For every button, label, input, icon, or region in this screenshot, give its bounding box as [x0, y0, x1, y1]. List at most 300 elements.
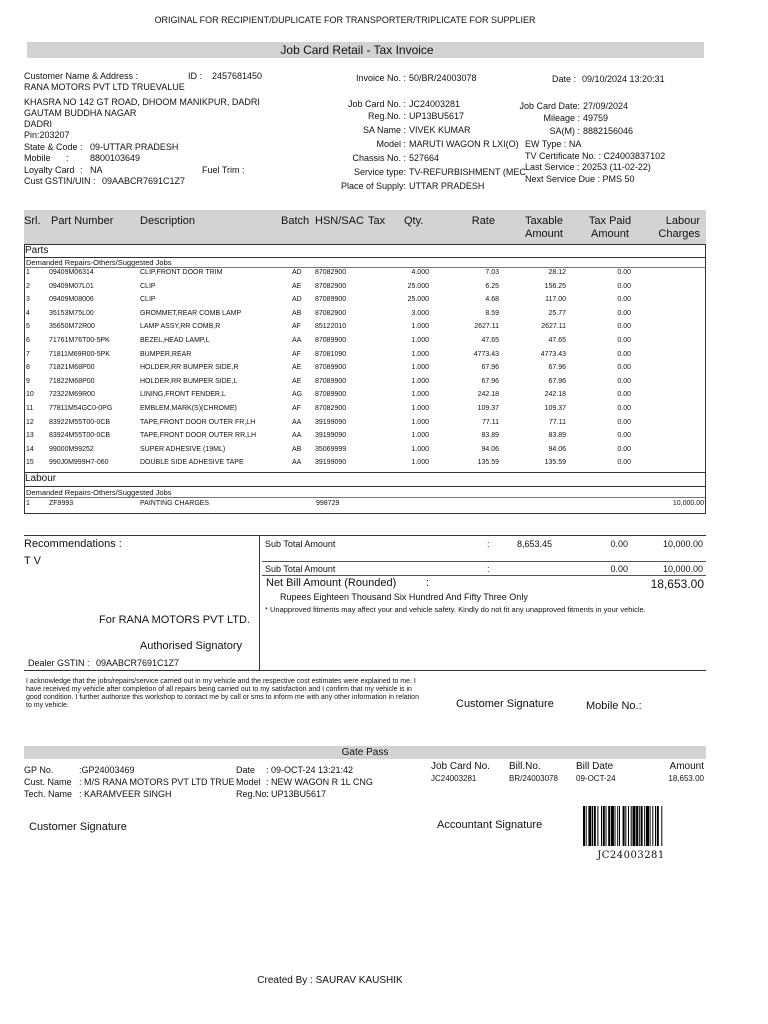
cell-hsn: 87089900 — [315, 337, 347, 344]
subtotal2-topline — [262, 561, 706, 562]
mobile-colon: : — [66, 153, 69, 163]
cell-hsn: 87082900 — [315, 282, 347, 290]
barcode-bar — [594, 806, 596, 846]
ack-line-3: good condition. I further authorize this workshop to contact me by call or sms to inform me with any other information in relation — [26, 694, 419, 701]
invoice-no: 50/BR/24003078 — [409, 73, 477, 83]
cell-desc: DOUBLE SIDE ADHESIVE TAPE — [140, 459, 244, 467]
cell-qty: 1.000 — [411, 418, 429, 426]
barcode-bar — [597, 806, 598, 846]
th-taxable-1: Taxable — [525, 215, 563, 227]
job-card-label: Job Card No. : — [347, 99, 406, 109]
cell-desc: TAPE,FRONT DOOR OUTER FR,LH — [140, 418, 256, 426]
ack-line-4: to my vehicle. — [26, 702, 69, 709]
cell-batch: AA — [292, 432, 302, 440]
subtotal2-taxpaid: 0.00 — [610, 564, 628, 574]
cell-srl: 7 — [26, 350, 30, 358]
cell-taxpaid: 0.00 — [617, 432, 631, 440]
cell-hsn: 87089900 — [315, 296, 347, 304]
parts-section-label: Parts — [25, 245, 49, 256]
cell-rate: 67.96 — [481, 364, 499, 372]
for-company: For RANA MOTORS PVT LTD. — [99, 614, 250, 626]
barcode-bar — [625, 806, 626, 846]
cell-rate: 94.06 — [481, 445, 499, 453]
cell-desc: LINING,FRONT FENDER,L — [140, 391, 226, 399]
cell-batch: AB — [292, 445, 302, 453]
cell-desc: TAPE,FRONT DOOR OUTER RR,LH — [140, 432, 257, 440]
cell-srl: 6 — [26, 337, 30, 344]
table-row — [24, 405, 706, 416]
fuel-trim-label: Fuel Trim : — [202, 165, 245, 175]
barcode-bar — [623, 806, 625, 846]
cell-desc: CLIP,FRONT DOOR TRIM — [140, 269, 223, 276]
labour-cell-desc: PAINTING CHARGES — [140, 500, 210, 507]
customer-addr3: DADRI — [24, 119, 53, 129]
loyalty-value: NA — [90, 165, 103, 175]
gp-bill: BR/24003078 — [509, 774, 558, 783]
cell-srl: 14 — [26, 445, 34, 453]
ew-type: EW Type : NA — [525, 139, 582, 149]
barcode-bar — [650, 806, 651, 846]
cell-taxable: 4773.43 — [540, 350, 566, 358]
cell-taxpaid: 0.00 — [617, 377, 631, 385]
reg-label: Reg.No. : — [367, 111, 406, 121]
cell-part: 71811M69R00-5PK — [49, 350, 110, 358]
barcode-bar — [633, 806, 636, 846]
gp-date-label: Date — [236, 765, 256, 775]
gp-tech-label: Tech. Name — [24, 789, 73, 799]
cell-hsn: 87089900 — [315, 364, 347, 372]
cell-srl: 11 — [26, 405, 34, 412]
barcode-bar — [636, 806, 638, 846]
th-taxpaid-1: Tax Paid — [588, 215, 632, 227]
fitment-disclaimer: * Unapproved fitments may affect your and vehicle safety. Kindly do not fit any unapproved fitments in your vehicle. — [265, 605, 646, 614]
cell-rate: 135.59 — [477, 459, 499, 467]
cell-taxable: 242.18 — [544, 391, 566, 399]
cell-rate: 7.03 — [485, 269, 499, 276]
labour-cell-code: ZF9993 — [49, 500, 74, 507]
cell-batch: AE — [292, 377, 302, 385]
cell-hsn: 85122010 — [315, 323, 347, 331]
summary-divider — [259, 535, 260, 670]
cell-taxable: 67.96 — [548, 364, 566, 372]
gp-model-label: Model — [236, 777, 261, 787]
summary-bottom-line — [24, 670, 706, 671]
cell-taxable: 83.89 — [548, 432, 566, 440]
cell-taxpaid: 0.00 — [617, 445, 631, 453]
gp-reg: : UP13BU5617 — [266, 789, 327, 799]
labour-cell-srl: 1 — [26, 500, 30, 507]
cell-desc: HOLDER,RR BUMPER SIDE,R — [140, 364, 239, 372]
th-description: Description — [140, 215, 196, 227]
sa-label: SA Name : — [362, 125, 406, 135]
cell-taxpaid: 0.00 — [617, 269, 631, 276]
invoice-no-label: Invoice No. : — [355, 73, 406, 83]
mileage-label: Mileage : — [543, 113, 580, 123]
cell-desc: BUMPER,REAR — [140, 350, 192, 358]
next-service: Next Service Due : PMS 50 — [525, 174, 635, 184]
cell-qty: 1.000 — [411, 405, 429, 412]
customer-id: 2457681450 — [212, 71, 263, 81]
cell-rate: 242.18 — [477, 391, 499, 399]
cell-srl: 4 — [26, 309, 30, 317]
cell-taxpaid: 0.00 — [617, 337, 631, 344]
cell-srl: 9 — [26, 377, 30, 385]
labour-demanded-line — [24, 497, 706, 498]
cell-qty: 1.000 — [411, 337, 429, 344]
cell-part: 990J0M999H7-060 — [49, 459, 109, 467]
customer-addr1: KHASRA NO 142 GT ROAD, DHOOM MANIKPUR, DADRI — [24, 97, 260, 107]
sa-name: VIVEK KUMAR — [409, 125, 471, 135]
th-qty: Qty. — [404, 215, 424, 227]
place-of-supply: UTTAR PRADESH — [409, 181, 485, 191]
cell-hsn: 87082900 — [315, 309, 347, 317]
cell-srl: 13 — [26, 432, 34, 440]
gp-customer-signature: Customer Signature — [29, 821, 127, 833]
cell-batch: AA — [292, 337, 302, 344]
loyalty-label: Loyalty Card — [24, 165, 75, 175]
job-card-no: JC24003281 — [409, 99, 461, 109]
gate-pass-title: Gate Pass — [341, 747, 389, 758]
gp-no-label: GP No. — [24, 765, 54, 775]
date-label: Date : — [552, 74, 577, 84]
subtotal2-colon: : — [487, 564, 490, 574]
cell-rate: 83.89 — [481, 432, 499, 440]
cell-part: 35153M75L00 — [49, 309, 94, 317]
ack-customer-signature: Customer Signature — [456, 698, 554, 710]
cell-hsn: 87089900 — [315, 377, 347, 385]
table-row — [24, 337, 706, 348]
table-row — [24, 432, 706, 443]
subtotal-labour: 10,000.00 — [662, 539, 703, 549]
cell-taxpaid: 0.00 — [617, 364, 631, 372]
doc-title: Job Card Retail - Tax Invoice — [280, 43, 434, 57]
cell-rate: 8.59 — [485, 309, 499, 317]
labour-demanded-label: Demanded Repairs-Others/Suggested Jobs — [26, 488, 172, 497]
cell-hsn: 87089900 — [315, 391, 347, 399]
cell-part: 99000M99252 — [49, 445, 94, 453]
mobile-value: 8800103649 — [90, 153, 141, 163]
cell-srl: 1 — [26, 269, 30, 276]
dealer-gstin: 09AABCR7691C1Z7 — [96, 658, 180, 668]
cell-qty: 1.000 — [411, 364, 429, 372]
cell-part: 83924M55T00-0CB — [49, 432, 111, 440]
barcode-bar — [617, 806, 618, 846]
table-row — [24, 419, 706, 430]
table-row — [24, 269, 706, 280]
cell-hsn: 39199090 — [315, 459, 347, 467]
parts-demanded-line — [24, 267, 706, 268]
cell-desc: SUPER ADHESIVE (19ML) — [140, 445, 226, 453]
cell-taxpaid: 0.00 — [617, 391, 631, 399]
table-row — [24, 296, 706, 307]
cell-desc: LAMP ASSY,RR COMB,R — [140, 323, 221, 331]
cell-taxable: 135.59 — [544, 459, 566, 467]
th-taxable-2: Amount — [525, 228, 563, 240]
th-taxpaid-2: Amount — [591, 228, 629, 240]
cell-desc: GROMMET,REAR COMB LAMP — [140, 309, 242, 317]
cell-taxable: 94.06 — [548, 445, 566, 453]
labour-section-line — [24, 486, 706, 487]
cell-desc: CLIP — [140, 282, 156, 290]
gp-billdate-head: Bill Date — [576, 761, 614, 772]
cell-part: 71821M68P00 — [49, 364, 95, 372]
cell-srl: 5 — [26, 323, 30, 331]
cell-desc: HOLDER,RR BUMPER SIDE,L — [140, 377, 238, 385]
cell-batch: AA — [292, 459, 302, 467]
barcode-bar — [657, 806, 659, 846]
cell-hsn: 35069999 — [315, 445, 347, 453]
cell-qty: 3.000 — [411, 309, 429, 317]
cell-srl: 2 — [26, 282, 30, 290]
cell-qty: 1.000 — [411, 377, 429, 385]
cell-qty: 4.000 — [411, 269, 429, 276]
labour-cell-amount: 10,000.00 — [672, 500, 704, 507]
table-bottom-border — [24, 513, 706, 514]
cell-batch: AE — [292, 282, 302, 290]
cell-batch: AE — [292, 364, 302, 372]
cell-qty: 1.000 — [411, 391, 429, 399]
cell-part: 72322M69R00 — [49, 391, 95, 399]
customer-name-label: Customer Name & Address : — [24, 71, 139, 81]
barcode-bar — [619, 806, 620, 846]
gp-cust-label: Cust. Name — [24, 777, 72, 787]
cell-qty: 1.000 — [411, 350, 429, 358]
net-bill-colon: : — [426, 577, 430, 589]
reg-no: UP13BU5617 — [409, 111, 465, 121]
labour-cell-hsn: 998729 — [316, 500, 340, 507]
cell-part: 35650M72R00 — [49, 323, 95, 331]
service-type-label: Service type: — [353, 167, 406, 177]
cell-taxable: 2627.11 — [541, 323, 566, 331]
subtotal-colon: : — [487, 539, 490, 549]
cell-taxable: 117.00 — [545, 296, 566, 304]
cell-desc: EMBLEM,MARK(S)(CHROME) — [140, 405, 237, 412]
cell-taxpaid: 0.00 — [617, 350, 631, 358]
cell-desc: CLIP — [140, 296, 156, 304]
cell-qty: 1.000 — [411, 445, 429, 453]
cell-batch: AB — [292, 309, 302, 317]
labour-section-label: Labour — [25, 473, 57, 484]
cell-qty: 1.000 — [411, 459, 429, 467]
th-hsn: HSN/SAC — [315, 215, 364, 227]
subtotal2-bottomline — [262, 575, 706, 576]
cell-desc: BEZEL,HEAD LAMP,L — [140, 337, 210, 344]
ack-line-1: I acknowledge that the jobs/repairs/service carried out in my vehicle and the respective cost estimates were explained to me. I — [26, 678, 416, 685]
cell-taxpaid: 0.00 — [617, 405, 631, 412]
authorised-signatory: Authorised Signatory — [139, 640, 242, 652]
cell-rate: 109.37 — [477, 405, 499, 412]
cell-taxable: 109.37 — [544, 405, 566, 412]
barcode-bar — [631, 806, 632, 846]
barcode-bar — [646, 806, 649, 846]
net-bill-label: Net Bill Amount (Rounded) — [266, 577, 397, 589]
cell-batch: AA — [292, 418, 302, 426]
gp-jc: JC24003281 — [431, 774, 477, 783]
cell-qty: 1.000 — [411, 323, 429, 331]
cell-srl: 3 — [26, 296, 30, 304]
cell-taxable: 77.11 — [549, 418, 566, 426]
customer-addr2: GAUTAM BUDDHA NAGAR — [24, 108, 137, 118]
gp-model: : NEW WAGON R 1L CNG — [266, 777, 373, 787]
barcode-bar — [655, 806, 656, 846]
mobile-label: Mobile — [24, 153, 51, 163]
cell-rate: 47.65 — [481, 337, 499, 344]
cell-rate: 2627.11 — [474, 323, 499, 331]
cell-srl: 12 — [26, 418, 34, 426]
barcode-bar — [628, 806, 629, 846]
th-rate: Rate — [471, 215, 495, 227]
cell-batch: AF — [292, 350, 301, 358]
cell-taxable: 28.12 — [548, 269, 566, 276]
dealer-gstin-label: Dealer GSTIN : — [28, 658, 90, 668]
cell-taxpaid: 0.00 — [617, 459, 631, 467]
cell-qty: 1.000 — [411, 432, 429, 440]
cell-batch: AD — [292, 296, 302, 304]
cell-part: 09409M06314 — [49, 269, 94, 276]
barcode-bar — [608, 806, 610, 846]
th-labour-2: Charges — [658, 228, 700, 240]
recommendations-value: T V — [24, 555, 41, 567]
job-card-date-label: Job Card Date: — [519, 101, 580, 111]
barcode-bar — [611, 806, 614, 846]
table-row — [24, 283, 706, 294]
cell-taxpaid: 0.00 — [617, 418, 631, 426]
cell-taxable: 67.96 — [548, 377, 566, 385]
last-service: Last Service : 20253 (11-02-22) — [525, 162, 651, 172]
gp-bill-head: Bill.No. — [509, 761, 541, 772]
cell-part: 71761M76T00-5PK — [49, 337, 110, 344]
chassis-label: Chassis No. : — [352, 153, 406, 163]
gp-accountant-signature: Accountant Signature — [437, 819, 543, 831]
gp-amount-head: Amount — [669, 761, 704, 772]
barcode-bar — [639, 806, 640, 846]
cell-taxpaid: 0.00 — [617, 296, 631, 304]
cell-taxable: 25.77 — [548, 309, 566, 317]
subtotal-taxable: 8,653.45 — [516, 539, 552, 549]
th-tax: Tax — [368, 215, 386, 227]
barcode-text: JC24003281 — [597, 850, 665, 861]
subtotal2-label: Sub Total Amount — [265, 564, 336, 574]
net-bill-amount: 18,653.00 — [650, 577, 704, 591]
model-label: Model : — [376, 139, 406, 149]
barcode-bar — [588, 806, 591, 846]
customer-pin: Pin:203207 — [24, 130, 70, 140]
th-srl: Srl. — [24, 215, 41, 227]
cell-rate: 6.25 — [485, 282, 499, 290]
chassis-no: 527664 — [409, 153, 440, 163]
labour-row — [24, 500, 706, 511]
job-card-date: 27/09/2024 — [583, 101, 629, 111]
recommendations-label: Recommendations : — [24, 538, 122, 550]
barcode-bar — [601, 806, 602, 846]
cell-hsn: 87081090 — [315, 350, 347, 358]
amount-in-words: Rupees Eighteen Thousand Six Hundred And Fifty Three Only — [280, 592, 528, 602]
barcode-bar — [603, 806, 605, 846]
cell-taxpaid: 0.00 — [617, 282, 631, 290]
table-row — [24, 446, 706, 457]
cell-srl: 8 — [26, 364, 30, 372]
th-batch: Batch — [281, 215, 310, 227]
cell-part: 09409M08006 — [49, 296, 94, 304]
gp-jc-head: Job Card No. — [431, 761, 490, 772]
gp-billdate: 09-OCT-24 — [576, 774, 616, 783]
customer-id-label: ID : — [188, 71, 203, 81]
mileage: 49759 — [583, 113, 609, 123]
gp-cust: : M/S RANA MOTORS PVT LTD TRUE — [79, 777, 235, 787]
gp-reg-label: Reg.No. — [236, 789, 270, 799]
service-type: TV-REFURBISHMENT (MEC — [409, 167, 526, 177]
cell-hsn: 39199090 — [315, 432, 347, 440]
table-row — [24, 364, 706, 375]
cell-qty: 25.000 — [407, 282, 429, 290]
gp-amount: 18,653.00 — [668, 774, 704, 783]
cell-qty: 25.000 — [407, 296, 429, 304]
gp-date: : 09-OCT-24 13:21:42 — [266, 765, 354, 775]
barcode-bar — [606, 806, 607, 846]
labour-section-topline — [24, 472, 706, 473]
gstin-value: 09AABCR7691C1Z7 — [102, 176, 186, 186]
barcode-bar — [641, 806, 643, 846]
cell-taxable: 47.65 — [548, 337, 566, 344]
cell-part: 09409M07L01 — [49, 282, 94, 290]
ack-mobile-no: Mobile No.: — [586, 700, 642, 712]
tv-certificate: TV Certificate No. : C24003837102 — [525, 151, 666, 161]
cell-taxpaid: 0.00 — [617, 323, 631, 331]
subtotal-taxpaid: 0.00 — [610, 539, 628, 549]
place-of-supply-label: Place of Supply: — [340, 181, 406, 191]
customer-name: RANA MOTORS PVT LTD TRUEVALUE — [24, 82, 185, 92]
cell-hsn: 39199090 — [315, 418, 347, 426]
cell-part: 71822M68P00 — [49, 377, 95, 385]
ack-line-2: have received my vehicle after completion of all repairs being carried out to my satisfaction and I confirm that my vehicle is in — [26, 686, 412, 693]
table-row — [24, 391, 706, 402]
parts-demanded-label: Demanded Repairs-Others/Suggested Jobs — [26, 258, 172, 267]
cell-rate: 67.96 — [481, 377, 499, 385]
table-row — [24, 378, 706, 389]
sam-value: 8882156046 — [583, 126, 634, 136]
cell-srl: 15 — [26, 459, 34, 467]
table-header-line — [24, 244, 706, 245]
barcode-bar — [583, 806, 585, 846]
cell-part: 83922M55T00-0CB — [49, 418, 111, 426]
date-value: 09/10/2024 13:20:31 — [582, 74, 665, 84]
cell-taxable: 156.25 — [544, 282, 566, 290]
created-by: Created By : SAURAV KAUSHIK — [257, 975, 403, 986]
cell-part: 77811M54GC0-0PG — [49, 405, 113, 412]
subtotal-label: Sub Total Amount — [265, 539, 336, 549]
gp-no: :GP24003469 — [79, 765, 135, 775]
cell-hsn: 87082900 — [315, 269, 347, 276]
barcode-bar — [586, 806, 587, 846]
cell-batch: AF — [292, 323, 301, 331]
cell-srl: 10 — [26, 391, 34, 399]
gp-tech: : KARAMVEER SINGH — [79, 789, 172, 799]
gstin-label: Cust GSTIN/UIN : — [24, 176, 96, 186]
barcode-bar — [661, 806, 662, 846]
th-part-number: Part Number — [51, 215, 114, 227]
cell-batch: AD — [292, 269, 302, 276]
cell-rate: 4773.43 — [473, 350, 499, 358]
table-row — [24, 323, 706, 334]
copy-note: ORIGINAL FOR RECIPIENT/DUPLICATE FOR TRANSPORTER/TRIPLICATE FOR SUPPLIER — [154, 15, 536, 25]
barcode-bar — [615, 806, 616, 846]
barcode-image — [583, 806, 679, 846]
state-label: State & Code : — [24, 142, 83, 152]
summary-top-line — [24, 535, 706, 536]
cell-hsn: 87082900 — [315, 405, 347, 412]
th-labour-1: Labour — [665, 215, 700, 227]
subtotal2-labour: 10,000.00 — [662, 564, 703, 574]
